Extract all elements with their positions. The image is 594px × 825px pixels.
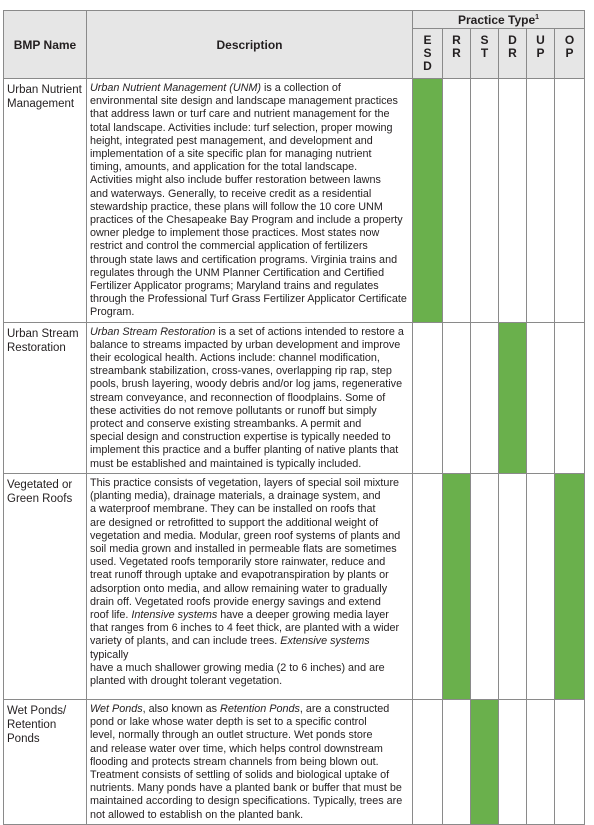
practice-cell-st bbox=[471, 473, 499, 699]
bmp-name-cell: Urban Nutrient Management bbox=[4, 79, 87, 323]
bmp-name-cell: Vegetated or Green Roofs bbox=[4, 473, 87, 699]
practice-cell-dr bbox=[499, 699, 527, 824]
table-row bbox=[4, 322, 585, 473]
col-header-esd: E S D bbox=[413, 29, 443, 79]
table-row bbox=[4, 699, 585, 824]
practice-type-footnote: 1 bbox=[535, 13, 540, 21]
description-cell: Wet Ponds, also known as Retention Ponds, are a constructed pond or lake whose water depth is set to a specific control level, normally through an outlet structure. Wet ponds store and release water over time, which helps control downstream flooding and protects stream channels from being blown out. Treatment consists of settling of solids and biological uptake of nutrients. Many ponds have a planted bank or buffer that must be maintained according to design specifications. Typically, trees are not allowed to establish on the planted bank. bbox=[87, 699, 413, 824]
practice-cell-op bbox=[555, 79, 585, 323]
practice-cell-st bbox=[471, 699, 499, 824]
practice-cell-esd bbox=[413, 322, 443, 473]
bmp-name-header: BMP Name bbox=[4, 11, 87, 79]
description-cell: This practice consists of vegetation, layers of special soil mixture (planting media), drainage materials, a drainage system, and a waterproof membrane. They can be installed on roofs that are designed or retrofitted to support the additional weight of vegetation and media. Modular, green roof systems of plants and soil media grown and installed in permeable flats are sometimes used. Vegetated roofs temporarily store rainwater, reduce and treat runoff through uptake and evapotranspiration by plants or adsorption onto media, and allow remaining water to gradually drain off. Vegetated roofs provide energy savings and extend roof life. Intensive systems have a deeper growing media layer that ranges from 6 inches to 4 feet thick, are planted with a wider variety of plants, and can include trees. Extensive systems typically have a much shallower growing media (2 to 6 inches) and are planted with drought tolerant vegetation. bbox=[87, 473, 413, 699]
practice-cell-up bbox=[527, 473, 555, 699]
col-header-rr: R R bbox=[443, 29, 471, 79]
practice-cell-dr bbox=[499, 79, 527, 323]
practice-type-label: Practice Type bbox=[457, 12, 536, 27]
practice-cell-op bbox=[555, 699, 585, 824]
table-row bbox=[4, 473, 585, 699]
practice-cell-dr bbox=[499, 322, 527, 473]
practice-cell-st bbox=[471, 79, 499, 323]
description-header: Description bbox=[87, 11, 413, 79]
description-cell: Urban Stream Restoration is a set of actions intended to restore a balance to streams impacted by urban development and improve their ecological health. Actions include: channel modification, streambank stabilization, cross-vanes, overlapping rip rap, step pools, brush layering, woody debris and/or log jams, regenerative stream conveyance, and reconnection of floodplains. Some of these activities do not remove pollutants or runoff but simply protect and conserve existing streambanks. A permit and special design and construction expertise is typically needed to implement this practice and a buffer planting of native plants that must be established and maintained is typically included. bbox=[87, 322, 413, 473]
description-cell: Urban Nutrient Management (UNM) is a collection of environmental site design and landscape management practices that address lawn or turf care and nutrient management for the total landscape. Activities include: turf selection, proper mowing height, integrated pest management, and development and implementation of a site specific plan for managing nutrient timing, amounts, and application for the total landscape. Activities might also include buffer restoration between lawns and waterways. Generally, to receive credit as a residential stewardship practice, these plans will follow the 10 core UNM practices of the Chesapeake Bay Program and include a property owner pledge to implement those practices. Most states now restrict and control the commercial application of fertilizers through state laws and certification programs. Virginia trains and regulates through the UNM Planner Certification and Certified Fertilizer Applicator programs; Maryland trains and regulates through the Professional Turf Grass Fertilizer Applicator Certificate Program. bbox=[87, 79, 413, 323]
practice-cell-esd bbox=[413, 473, 443, 699]
practice-cell-esd bbox=[413, 699, 443, 824]
practice-cell-up bbox=[527, 322, 555, 473]
bmp-name-cell: Urban Stream Restoration bbox=[4, 322, 87, 473]
practice-cell-dr bbox=[499, 473, 527, 699]
bmp-table bbox=[3, 10, 585, 825]
practice-cell-rr bbox=[443, 473, 471, 699]
col-header-up: U P bbox=[527, 29, 555, 79]
practice-type-header bbox=[413, 11, 585, 29]
practice-cell-esd bbox=[413, 79, 443, 323]
bmp-name-cell: Wet Ponds/ Retention Ponds bbox=[4, 699, 87, 824]
col-header-op: O P bbox=[555, 29, 585, 79]
practice-cell-op bbox=[555, 473, 585, 699]
practice-cell-rr bbox=[443, 322, 471, 473]
practice-cell-rr bbox=[443, 699, 471, 824]
practice-cell-rr bbox=[443, 79, 471, 323]
col-header-st: S T bbox=[471, 29, 499, 79]
practice-cell-up bbox=[527, 79, 555, 323]
header-row-top bbox=[4, 11, 585, 29]
col-header-dr: D R bbox=[499, 29, 527, 79]
practice-cell-op bbox=[555, 322, 585, 473]
practice-cell-up bbox=[527, 699, 555, 824]
practice-cell-st bbox=[471, 322, 499, 473]
table-row bbox=[4, 79, 585, 323]
